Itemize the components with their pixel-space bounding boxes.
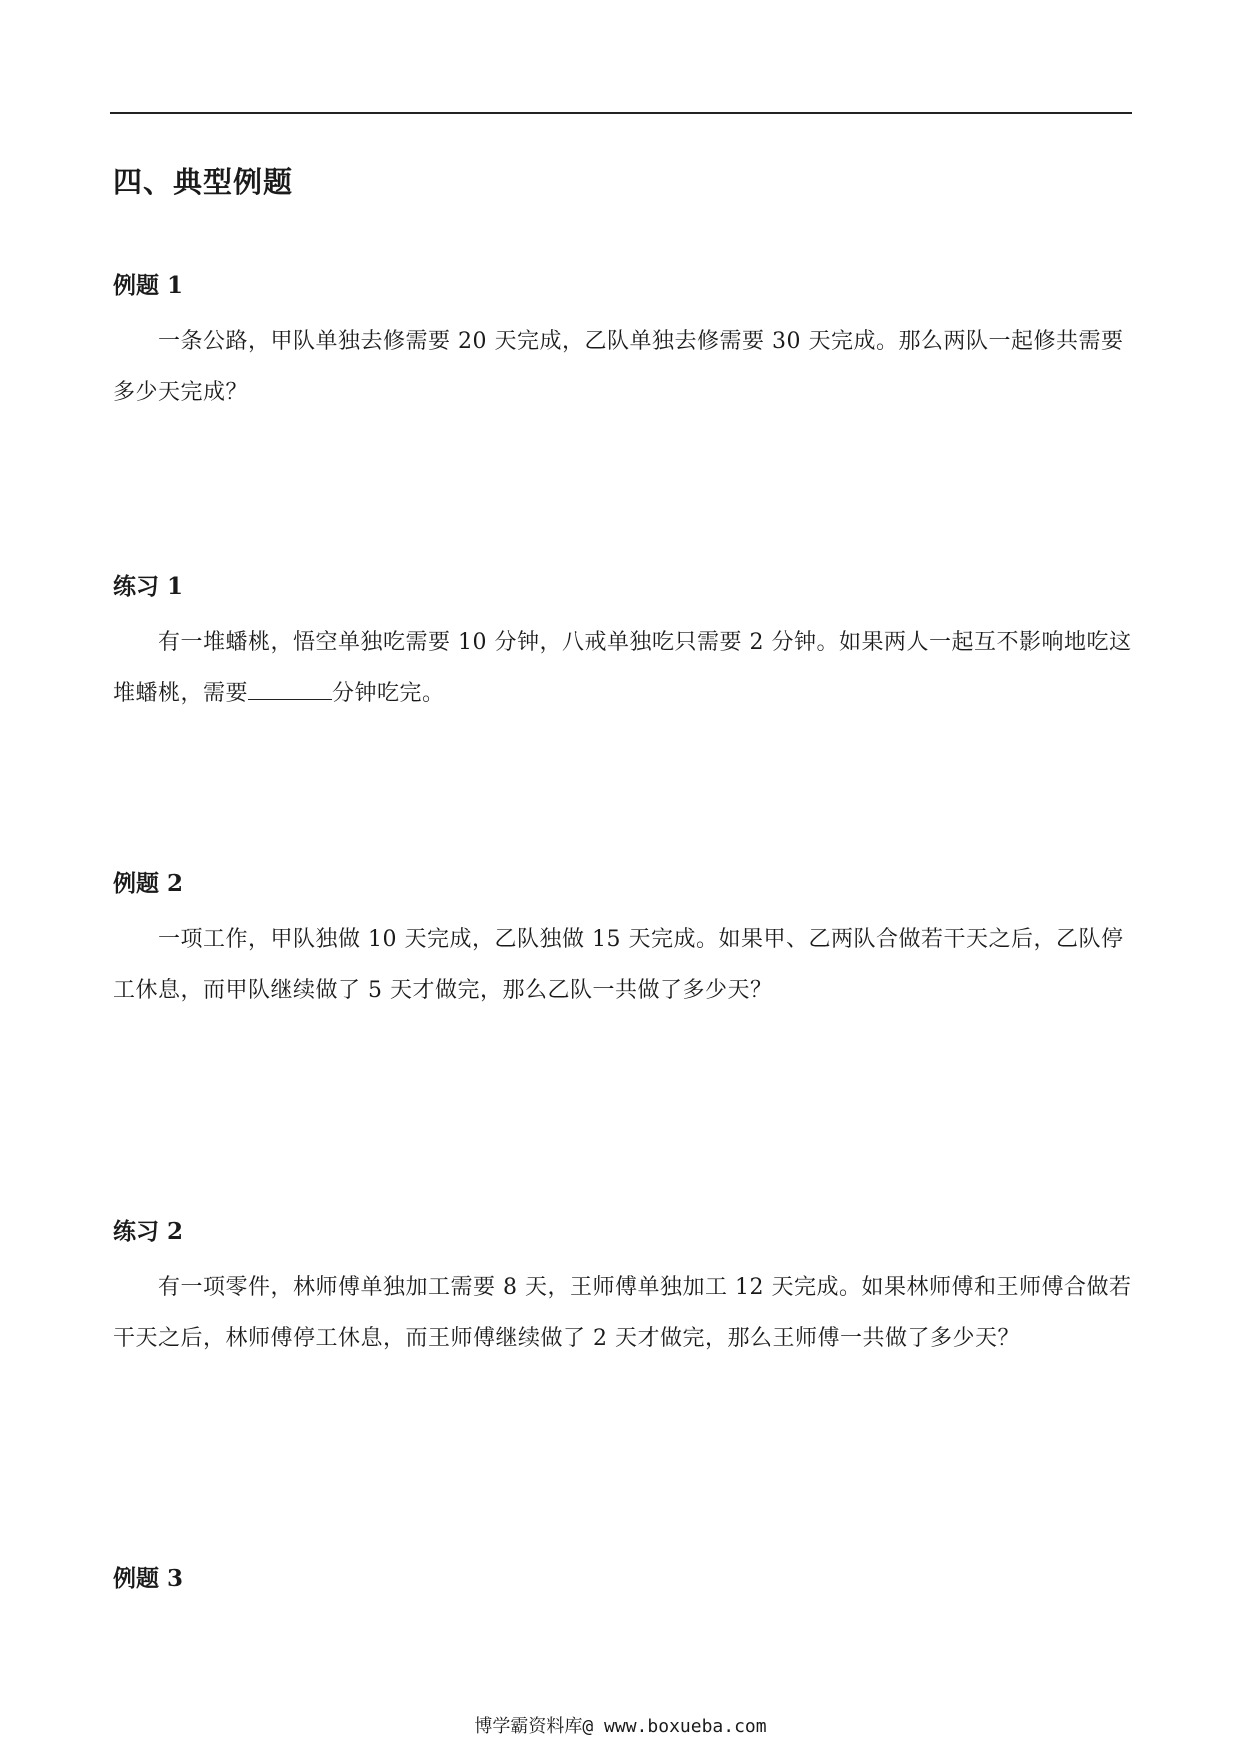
example-1-title: 例题 1 xyxy=(113,272,184,299)
practice-2-body: 有一项零件，林师傅单独加工需要 8 天，王师傅单独加工 12 天完成。如果林师傅和王师傅合做若干天之后，林师傅停工休息，而王师傅继续做了 2 天才做完，那么王师傅一共做了多少天？ xyxy=(113,1275,1132,1351)
header-rule xyxy=(110,112,1132,114)
footer-watermark: 博学霸资料库@ www.boxueba.com xyxy=(474,1716,767,1737)
answer-blank[interactable] xyxy=(248,677,332,700)
practice-1-text-after: 分钟吃完。 xyxy=(332,681,445,706)
practice-1-body xyxy=(113,617,1135,719)
practice-1 xyxy=(113,571,1135,719)
example-2-title: 例题 2 xyxy=(113,870,184,897)
example-3 xyxy=(113,1563,1135,1609)
example-1-body: 一条公路，甲队单独去修需要 20 天完成，乙队单独去修需要 30 天完成。那么两队一起修共需要多少天完成？ xyxy=(113,329,1124,405)
example-2-body: 一项工作，甲队独做 10 天完成，乙队独做 15 天完成。如果甲、乙两队合做若干天之后，乙队停工休息，而甲队继续做了 5 天才做完，那么乙队一共做了多少天？ xyxy=(113,927,1124,1003)
example-3-title: 例题 3 xyxy=(113,1565,184,1592)
practice-1-text-before: 有一堆蟠桃，悟空单独吃需要 10 分钟，八戒单独吃只需要 2 分钟。如果两人一起互不影响地吃这堆蟠桃，需要 xyxy=(113,630,1132,706)
example-1 xyxy=(113,270,1135,418)
practice-2-title: 练习 2 xyxy=(113,1218,184,1245)
practice-1-title: 练习 1 xyxy=(113,573,184,600)
practice-2 xyxy=(113,1216,1135,1364)
section-title: 四、典型例题 xyxy=(113,165,294,199)
example-2 xyxy=(113,868,1135,1016)
